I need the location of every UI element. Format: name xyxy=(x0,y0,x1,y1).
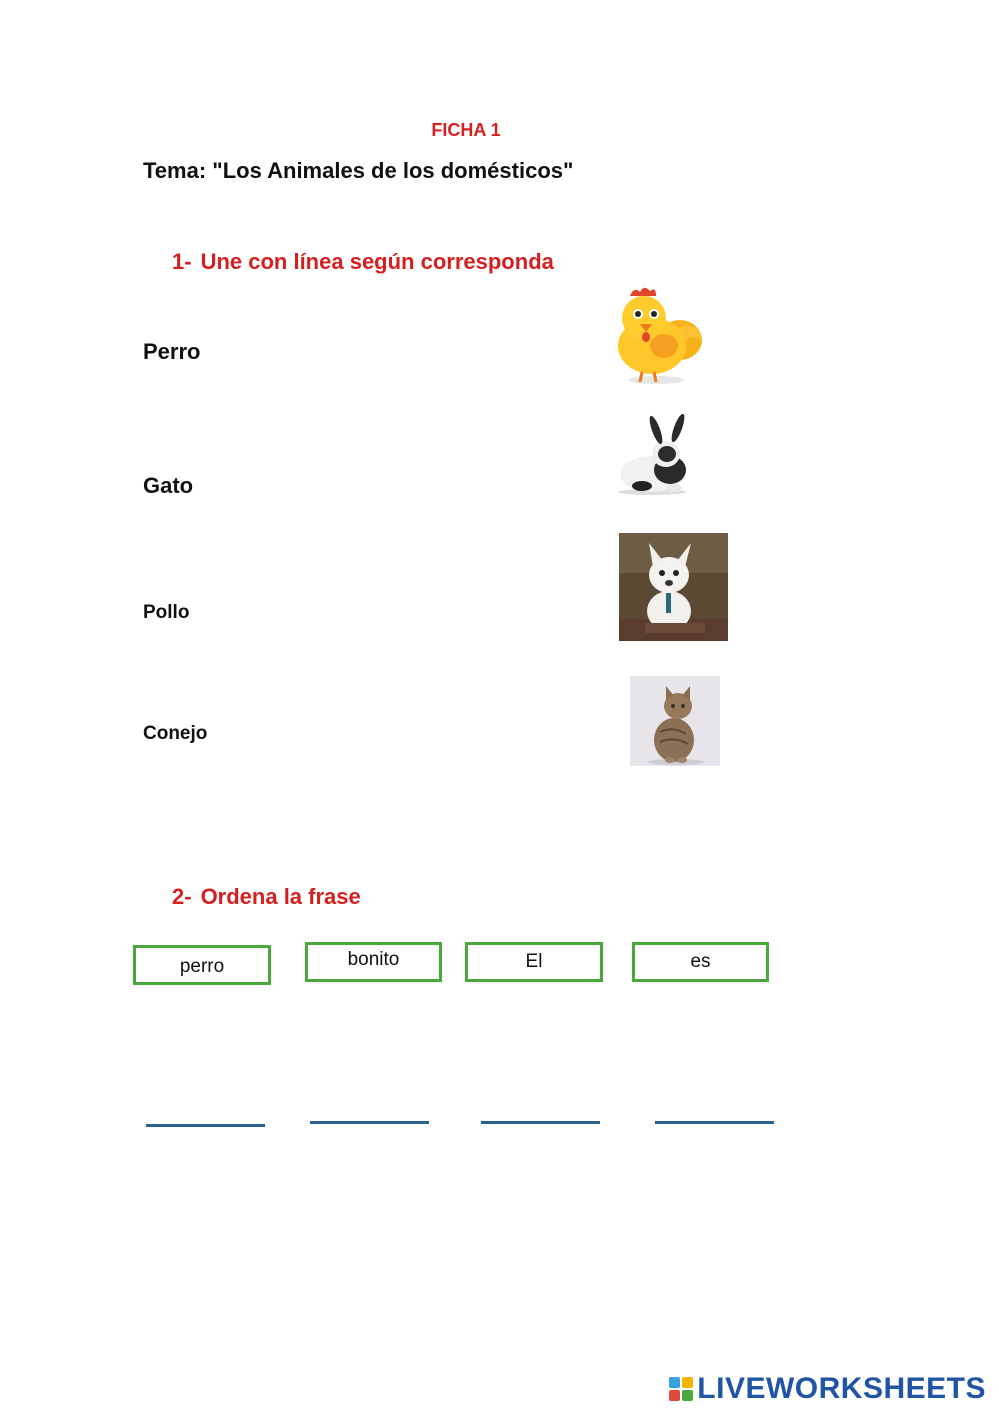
section1-title: Une con línea según corresponda xyxy=(200,249,554,274)
word-box-perro[interactable]: perro xyxy=(133,945,271,985)
answer-line-4[interactable] xyxy=(655,1121,774,1124)
sheet-label: FICHA 1 xyxy=(431,120,501,140)
cat-image[interactable] xyxy=(630,676,720,766)
section1-heading xyxy=(172,249,554,275)
word-perro[interactable]: Perro xyxy=(143,339,201,364)
chick-icon xyxy=(610,282,706,386)
cat-icon xyxy=(630,676,720,766)
liveworksheets-logo xyxy=(669,1372,986,1406)
answer-line-1[interactable] xyxy=(146,1124,265,1127)
section2-title: Ordena la frase xyxy=(200,884,361,909)
word-box-el[interactable]: El xyxy=(465,942,603,982)
word-conejo[interactable]: Conejo xyxy=(143,723,208,744)
section1-number: 1- xyxy=(172,249,192,274)
word-pollo[interactable]: Pollo xyxy=(143,602,190,623)
rabbit-icon xyxy=(612,414,692,496)
chick-image[interactable] xyxy=(610,282,706,386)
rabbit-image[interactable] xyxy=(612,414,692,496)
logo-text: LIVEWORKSHEETS xyxy=(697,1372,986,1405)
page-title: Tema: "Los Animales de los domésticos" xyxy=(143,158,574,183)
word-gato[interactable]: Gato xyxy=(143,473,194,498)
answer-line-3[interactable] xyxy=(481,1121,600,1124)
logo-blocks-icon xyxy=(669,1377,693,1401)
answer-line-2[interactable] xyxy=(310,1121,429,1124)
section2-heading xyxy=(172,884,361,910)
dog-icon xyxy=(619,533,728,641)
section2-number: 2- xyxy=(172,884,192,909)
word-box-bonito[interactable]: bonito xyxy=(305,942,442,982)
word-box-es[interactable]: es xyxy=(632,942,769,982)
dog-image[interactable] xyxy=(619,533,728,641)
